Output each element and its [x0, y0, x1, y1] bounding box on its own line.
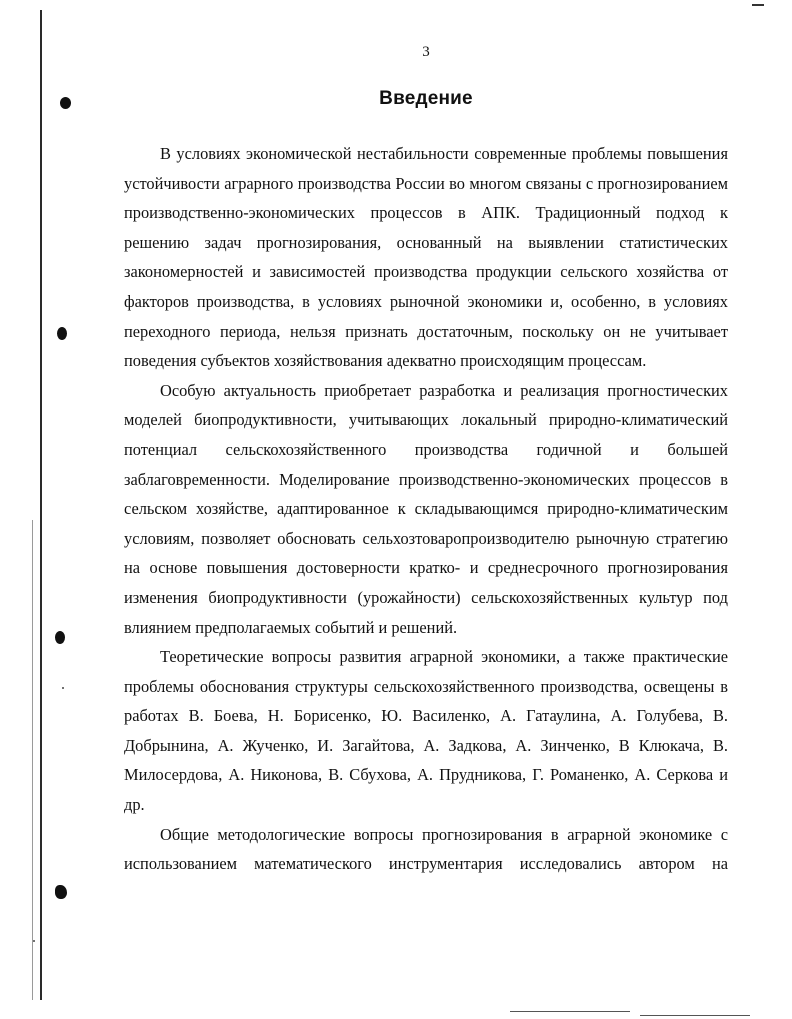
scan-bottom-line — [640, 1015, 750, 1016]
body-text — [124, 139, 728, 879]
scan-faint-edge — [32, 520, 33, 1000]
page-number: 3 — [422, 44, 430, 60]
scan-speck — [62, 687, 64, 689]
page-title: Введение — [379, 88, 473, 109]
paragraph: Общие методологические вопросы прогнозирования в аграрной экономике с использованием математического инструментария исследовались автором на — [124, 824, 728, 874]
punch-hole-mark — [55, 631, 65, 644]
scan-speck — [33, 940, 35, 942]
paragraph: В условиях экономической нестабильности современные проблемы повышения устойчивости аграрного производства России во многом связаны с прогнозированием производственно-экономических процессов в АПК. Традиционный подход к решению задач прогнозирования, основанный на выявлении статистических закономерностей и зависимостей производства продукции сельского хозяйства от факторов производства, в условиях рыночной экономики и, особенно, в условиях переходного периода, нельзя признать достаточным, поскольку он не учитывает поведения субъектов хозяйствования адекватно происходящим процессам. — [124, 144, 728, 371]
scan-bottom-line — [510, 1011, 630, 1012]
punch-hole-mark — [55, 885, 67, 899]
paragraph: Особую актуальность приобретает разработка и реализация прогностических моделей биопродуктивности, учитывающих локальный природно-климатический потенциал сельскохозяйственного производства годичной и большей заблаговременности. Моделирование производственно-экономических процессов в сельском хозяйстве, адаптированное к складывающимся природно-климатическим условиям, позволяет обосновать сельхозтоваропроизводителю рыночную стратегию на основе повышения достоверности кратко- и среднесрочного прогнозирования изменения биопродуктивности (урожайности) сельскохозяйственных культур под влиянием предполагаемых событий и решений. — [124, 380, 728, 637]
punch-hole-mark — [57, 327, 67, 340]
scan-binding-edge — [40, 10, 42, 1000]
scan-corner-mark — [752, 4, 764, 6]
punch-hole-mark — [60, 97, 71, 109]
paragraph: Теоретические вопросы развития аграрной экономики, а также практические проблемы обоснования структуры сельскохозяйственного производства, освещены в работах В. Боева, Н. Борисенко, Ю. Василенко, А. Гатаулина, А. Голубева, В. Добрынина, А. Жученко, И. Загайтова, А. Задкова, А. Зинченко, В Клюкача, В. Милосердова, А. Никонова, В. Сбухова, А. Прудникова, Г. Романенко, А. Серкова и др. — [124, 647, 728, 815]
